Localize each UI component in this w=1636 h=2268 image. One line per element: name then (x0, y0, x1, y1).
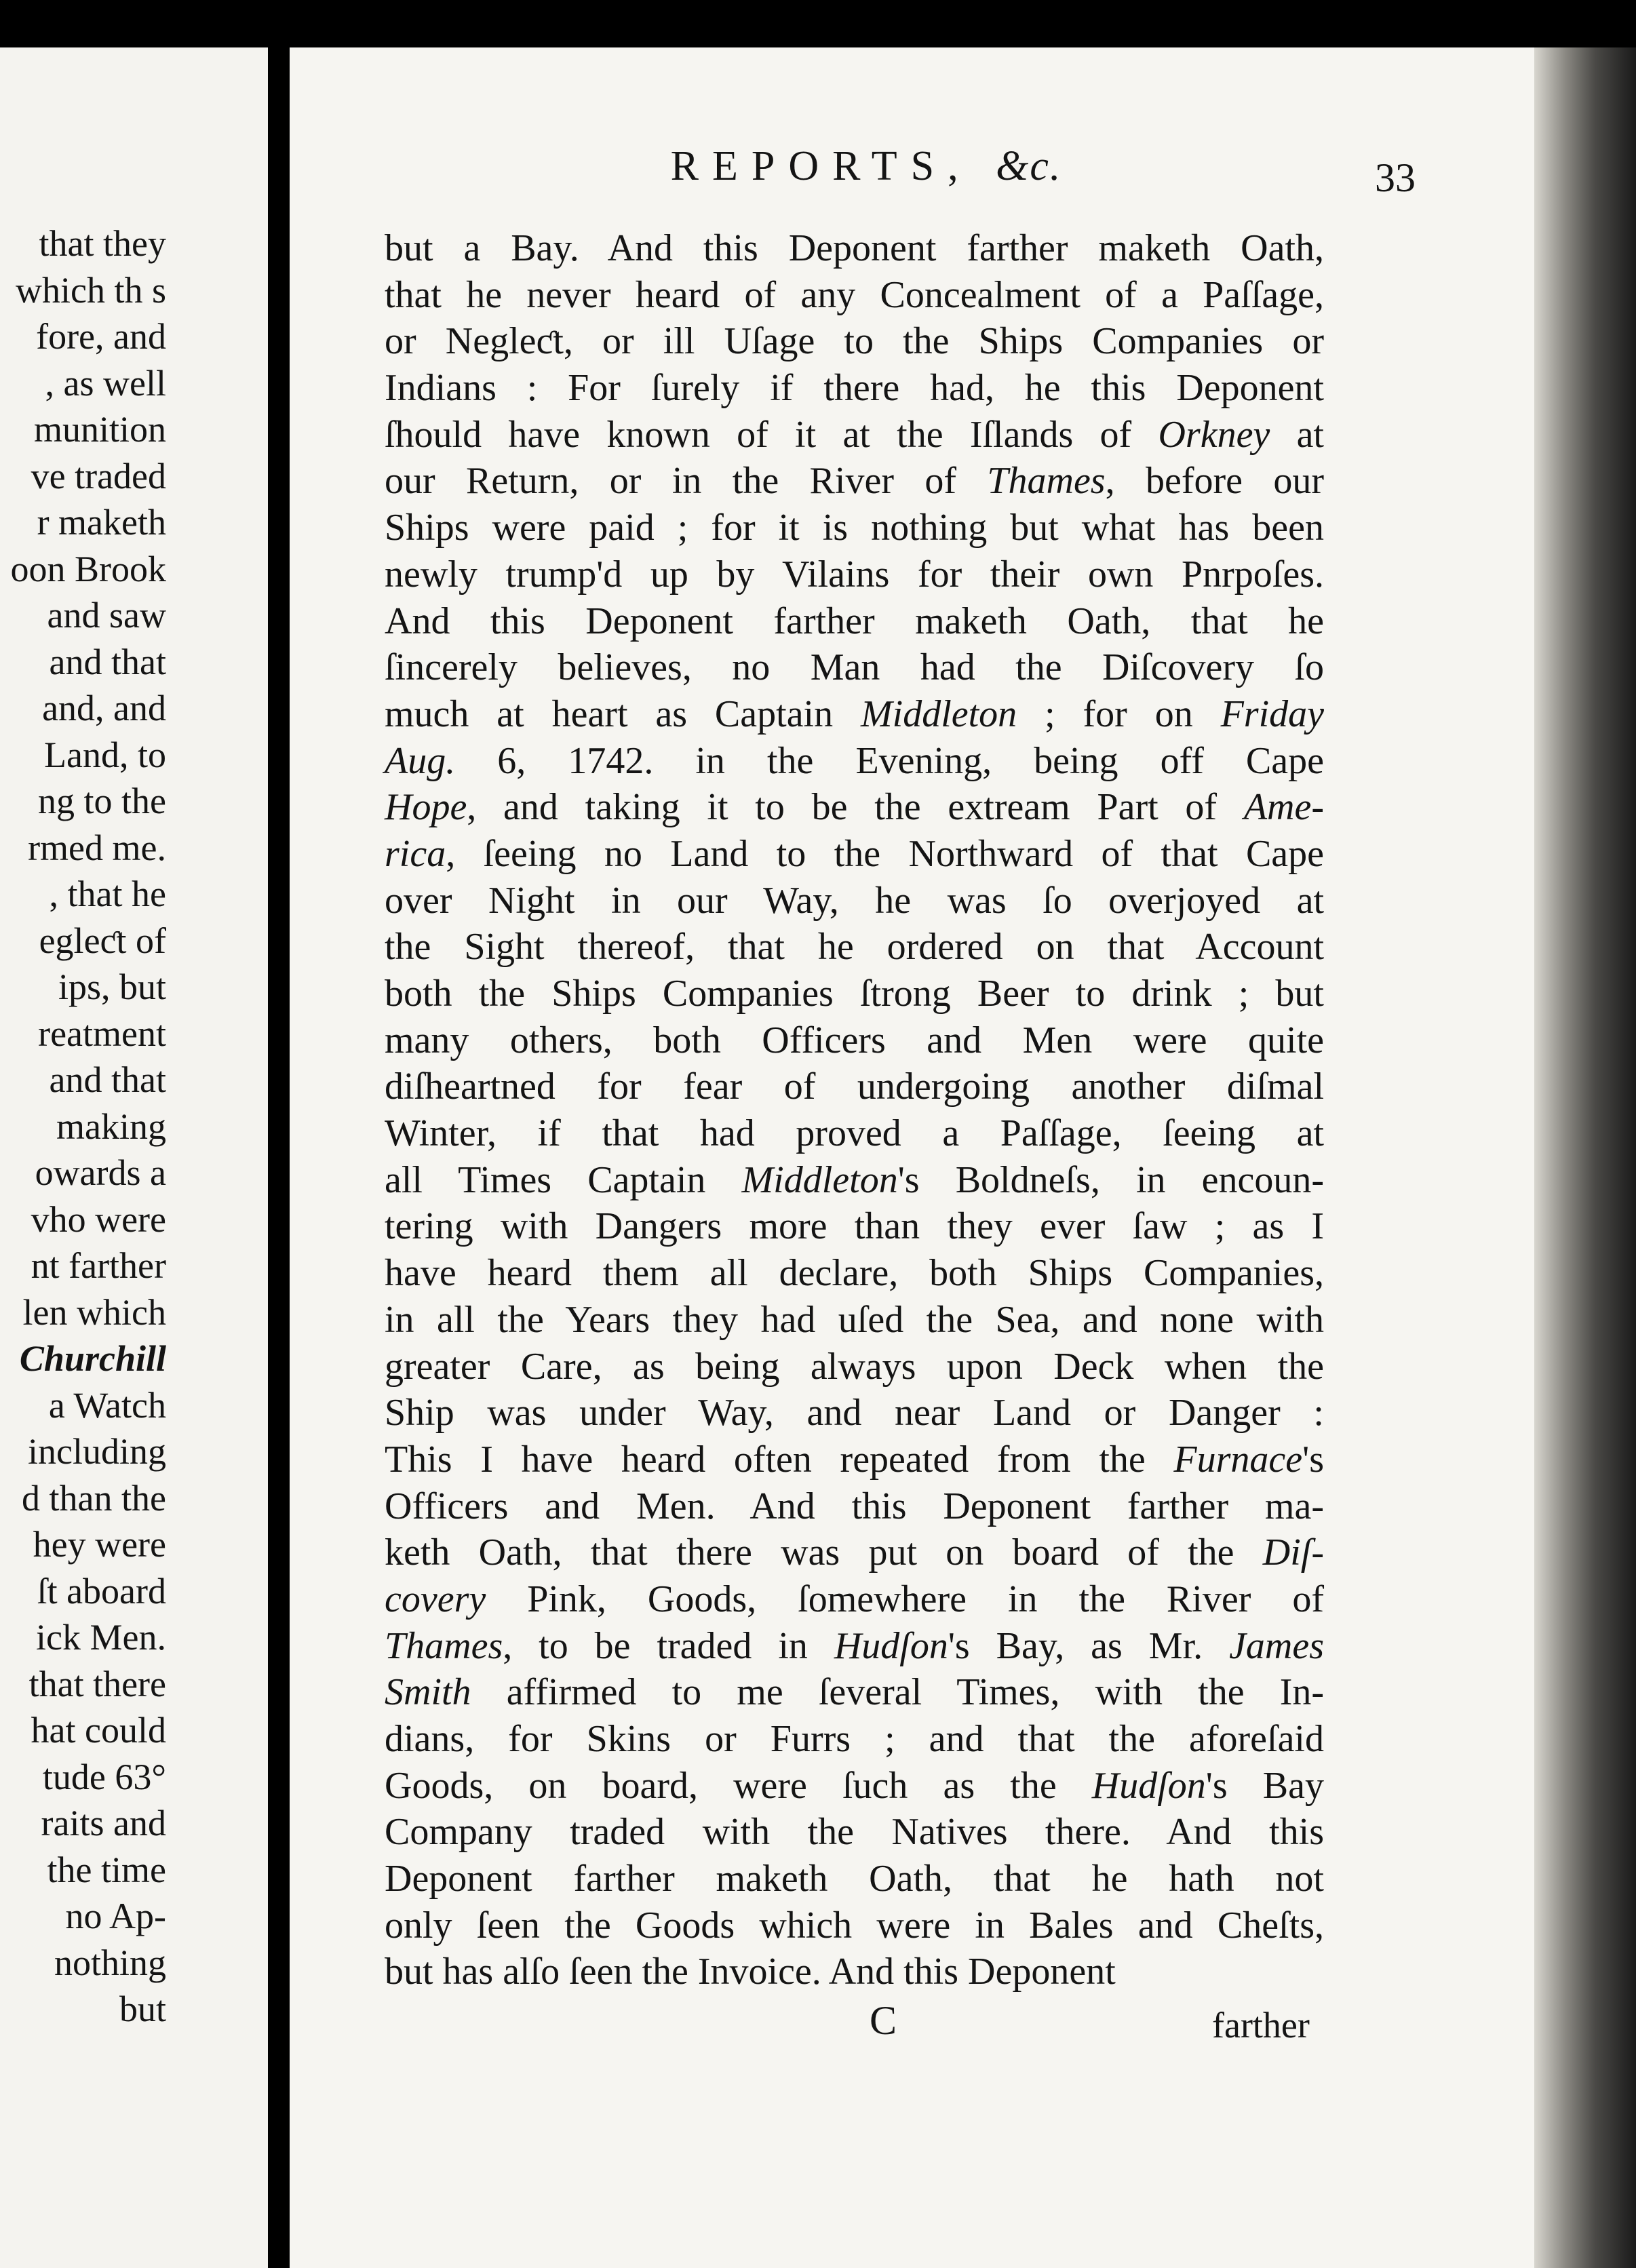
book-page (290, 47, 1636, 2268)
text-line (385, 831, 1324, 878)
text-line (385, 1297, 1324, 1344)
text-segment: 's Boldneſs, in encoun- (897, 1158, 1324, 1201)
text-line (385, 1344, 1324, 1390)
text-line (385, 1623, 1324, 1670)
text-segment: Winter, if that had proved a Paſſage, ſeeing at (385, 1112, 1324, 1155)
previous-page-line: and that (49, 1059, 166, 1100)
previous-page-line: oon Brook (10, 548, 166, 589)
italic-text: James (1229, 1624, 1325, 1667)
italic-text: Hudſon (834, 1624, 948, 1667)
text-line (385, 971, 1324, 1017)
text-segment: our Return, or in the River of (385, 460, 988, 503)
text-segment: 's Bay (1205, 1764, 1324, 1807)
text-segment: the Sight thereof, that he ordered on that Account (385, 926, 1324, 969)
text-segment: Officers and Men. And this Deponent farther ma- (385, 1485, 1324, 1527)
text-line (385, 1576, 1324, 1623)
italic-text: Ame- (1243, 786, 1324, 829)
text-segment: dians, for Skins or Furrs ; and that the aforeſaid (385, 1718, 1324, 1760)
text-line (385, 1529, 1324, 1576)
previous-page-line: Churchill (19, 1338, 166, 1379)
previous-page-line: ſt aboard (37, 1570, 166, 1611)
text-line (385, 924, 1324, 971)
italic-text: Smith (385, 1671, 471, 1714)
running-head-title: REPORTS, (670, 143, 972, 189)
page-number: 33 (1375, 155, 1416, 200)
previous-page-line: ng to the (38, 781, 166, 821)
text-line (385, 1809, 1324, 1856)
previous-page-line: no Ap- (65, 1896, 166, 1936)
text-line (385, 691, 1324, 738)
previous-page-line: nt farther (31, 1245, 166, 1286)
previous-page-line: owards a (35, 1152, 166, 1193)
text-line (385, 412, 1324, 458)
text-segment: but a Bay. And this Deponent farther maketh Oath, (385, 227, 1324, 269)
text-line (385, 318, 1324, 365)
text-segment: many others, both Officers and Men were quite (385, 1019, 1324, 1061)
text-segment: Company traded with the Natives there. And this (385, 1811, 1324, 1854)
text-segment: all Times Captain (385, 1158, 742, 1201)
previous-page-line: reatment (38, 1013, 166, 1054)
text-segment: Pink, Goods, ſomewhere in the River of (486, 1578, 1324, 1620)
italic-text: Hudſon (1091, 1764, 1206, 1807)
text-line (385, 1017, 1324, 1064)
previous-page-line: , that he (49, 874, 166, 914)
text-line (385, 505, 1324, 551)
text-segment: keth Oath, that there was put on board of the (385, 1531, 1263, 1574)
previous-page-line: and saw (47, 595, 166, 636)
previous-page-line: raits and (41, 1803, 166, 1843)
text-line (385, 1063, 1324, 1110)
italic-text: Hope (385, 786, 467, 829)
previous-page-line: nothing (54, 1942, 166, 1983)
previous-page-line: d than the (22, 1477, 166, 1519)
italic-text: Aug. (385, 739, 456, 782)
text-line (385, 1483, 1324, 1530)
text-segment: , ſeeing no Land to the Northward of that Cape (446, 832, 1324, 875)
text-line (385, 1716, 1324, 1763)
text-segment: at (1270, 413, 1324, 456)
previous-page-line: len which (22, 1291, 166, 1333)
previous-page-text (11, 220, 167, 2033)
previous-page-line: that there (28, 1663, 166, 1704)
text-segment: ſhould have known of it at the Iſlands of (385, 413, 1158, 456)
text-line (385, 1390, 1324, 1436)
italic-text: covery (385, 1578, 486, 1620)
text-line (385, 272, 1324, 319)
text-segment: Ship was under Way, and near Land or Danger : (385, 1392, 1324, 1434)
text-line (385, 1250, 1324, 1297)
italic-text: Thames (385, 1624, 503, 1667)
italic-text: Thames (987, 460, 1106, 503)
page-edge-shadow (1534, 47, 1636, 2268)
italic-text: Friday (1220, 692, 1324, 735)
previous-page-line: fore, and (36, 316, 166, 357)
text-segment: This I have heard often repeated from the (385, 1438, 1174, 1481)
previous-page-line: including (28, 1431, 166, 1472)
text-line (385, 878, 1324, 924)
text-line (385, 365, 1324, 412)
signature-mark: C (870, 1998, 897, 2043)
text-segment: Indians : For ſurely if there had, he this Deponent (385, 367, 1324, 410)
previous-page-line: a Watch (48, 1384, 166, 1426)
text-segment: greater Care, as being always upon Deck when the (385, 1345, 1324, 1388)
text-line (385, 738, 1324, 785)
italic-text: Middleton (741, 1158, 898, 1201)
text-segment: , before our (1105, 460, 1324, 503)
text-segment: Deponent farther maketh Oath, that he hath not (385, 1858, 1324, 1900)
text-line (385, 551, 1324, 598)
previous-page-fragment (0, 47, 268, 2268)
text-line (385, 644, 1324, 691)
text-segment: 's (1302, 1438, 1324, 1481)
text-segment: newly trump'd up by Vilains for their own Pnrpoſes. (385, 553, 1324, 595)
previous-page-line: that they (39, 223, 166, 264)
text-segment: over Night in our Way, he was ſo overjoyed at (385, 879, 1324, 922)
previous-page-line: , as well (45, 362, 166, 404)
text-segment: affirmed to me ſeveral Times, with the In- (471, 1671, 1324, 1714)
previous-page-line: ick Men. (36, 1617, 166, 1658)
text-segment: but has alſo ſeen the Invoice. And this Deponent (385, 1951, 1116, 1993)
text-segment: have heard them all declare, both Ships Companies, (385, 1252, 1324, 1295)
text-segment: And this Deponent farther maketh Oath, that he (385, 600, 1324, 642)
text-line (385, 458, 1324, 505)
previous-page-line: Land, to (44, 734, 166, 775)
catchword: farther (1212, 2005, 1310, 2046)
text-line (385, 1949, 1324, 1995)
previous-page-line: ips, but (58, 966, 166, 1007)
text-line (385, 1763, 1324, 1810)
text-segment: much at heart as Captain (385, 692, 861, 735)
text-segment: ſincerely believes, no Man had the Diſcovery ſo (385, 646, 1324, 689)
text-segment: tering with Dangers more than they ever ſaw ; as I (385, 1205, 1324, 1248)
previous-page-line: making (56, 1106, 166, 1147)
previous-page-line: munition (33, 409, 166, 450)
running-head (290, 142, 1443, 191)
text-segment: Ships were paid ; for it is nothing but what has been (385, 507, 1324, 549)
text-line (385, 225, 1324, 272)
text-line (385, 1902, 1324, 1949)
previous-page-line: hat could (31, 1710, 166, 1751)
italic-text: Furnace (1173, 1438, 1303, 1481)
text-line (385, 1856, 1324, 1902)
text-segment: both the Ships Companies ſtrong Beer to drink ; but (385, 973, 1324, 1015)
text-segment: that he never heard of any Concealment of a Paſſage, (385, 273, 1324, 316)
previous-page-line: hey were (33, 1524, 166, 1565)
previous-page-line: vho were (31, 1198, 166, 1240)
text-line (385, 1110, 1324, 1157)
text-segment: 's Bay, as Mr. (948, 1624, 1230, 1667)
text-line (385, 598, 1324, 645)
previous-page-line: egleƈt of (39, 920, 166, 961)
italic-text: Diſ- (1262, 1531, 1324, 1574)
text-segment: ; for on (1017, 692, 1221, 735)
text-line (385, 1157, 1324, 1204)
text-segment: in all the Years they had uſed the Sea, and none with (385, 1298, 1324, 1341)
text-line (385, 1669, 1324, 1716)
previous-page-line: which th s (16, 269, 166, 311)
text-segment: or Negleƈt, or ill Uſage to the Ships Companies or (385, 320, 1324, 363)
text-line (385, 1203, 1324, 1250)
text-line (385, 1436, 1324, 1483)
italic-text: Middleton (861, 692, 1017, 735)
text-segment: 6, 1742. in the Evening, being off Cape (455, 739, 1324, 782)
italic-text: rica (385, 832, 446, 875)
text-segment: only ſeen the Goods which were in Bales and Cheſts, (385, 1904, 1324, 1947)
body-text (385, 225, 1324, 1995)
text-line (385, 784, 1324, 831)
previous-page-line: but (119, 1989, 166, 2029)
running-head-etc: &c. (996, 143, 1062, 189)
previous-page-line: and that (49, 641, 166, 682)
text-segment: diſheartned for fear of undergoing another diſmal (385, 1065, 1324, 1108)
previous-page-line: ve traded (31, 455, 166, 496)
previous-page-line: the time (47, 1849, 166, 1890)
previous-page-line: and, and (42, 688, 166, 728)
italic-text: Orkney (1158, 413, 1270, 456)
previous-page-line: rmed me. (28, 827, 166, 868)
previous-page-line: tude 63° (42, 1756, 166, 1797)
previous-page-line: r maketh (37, 502, 166, 543)
text-segment: , to be traded in (503, 1624, 834, 1667)
text-segment: , and taking it to be the extream Part of (467, 786, 1244, 829)
text-segment: Goods, on board, were ſuch as the (385, 1764, 1092, 1807)
